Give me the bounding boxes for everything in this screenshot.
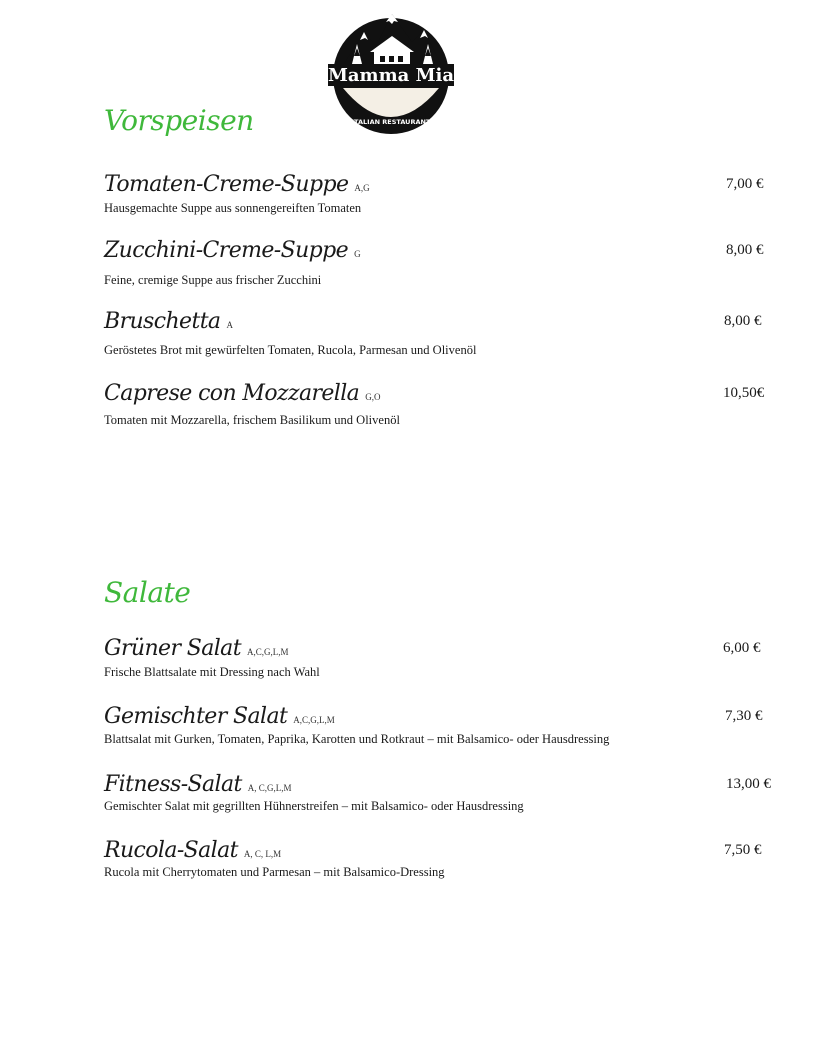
menu-item xyxy=(104,772,794,822)
item-allergens: G xyxy=(354,249,361,259)
menu-item xyxy=(104,172,794,222)
item-name: Tomaten-Creme-Suppe xyxy=(104,172,349,197)
item-price: 7,50 € xyxy=(724,842,762,858)
item-name: Caprese con Mozzarella xyxy=(104,381,360,406)
item-allergens: G,O xyxy=(365,392,381,402)
item-description: Geröstetes Brot mit gewürfelten Tomaten, Rucola, Parmesan und Olivenöl xyxy=(104,343,477,357)
item-price: 7,30 € xyxy=(725,708,763,724)
menu-item xyxy=(104,704,794,754)
menu-item xyxy=(104,238,794,288)
section-title-salate: Salate xyxy=(104,576,191,609)
menu-item xyxy=(104,309,794,359)
item-price: 6,00 € xyxy=(723,640,761,656)
item-description: Feine, cremige Suppe aus frischer Zucchini xyxy=(104,273,322,287)
item-price: 7,00 € xyxy=(726,176,764,192)
item-description: Tomaten mit Mozzarella, frischem Basilikum und Olivenöl xyxy=(104,413,400,427)
item-allergens: A, C, L,M xyxy=(243,849,282,859)
mamma-mia-logo xyxy=(326,8,456,138)
item-description: Gemischter Salat mit gegrillten Hühnerstreifen – mit Balsamico- oder Hausdressing xyxy=(104,799,524,813)
item-price: 13,00 € xyxy=(726,776,771,792)
item-price: 10,50€ xyxy=(723,385,765,401)
item-description: Blattsalat mit Gurken, Tomaten, Paprika, Karotten und Rotkraut – mit Balsamico- oder Hausdressing xyxy=(104,732,610,746)
item-name: Zucchini-Creme-Suppe xyxy=(104,238,349,263)
item-name: Rucola-Salat xyxy=(104,838,238,863)
item-description: Rucola mit Cherrytomaten und Parmesan – mit Balsamico-Dressing xyxy=(104,865,445,879)
item-allergens: A,C,G,L,M xyxy=(246,647,289,657)
item-description: Hausgemachte Suppe aus sonnengereiften Tomaten xyxy=(104,201,362,215)
item-price: 8,00 € xyxy=(726,242,764,258)
menu-item xyxy=(104,838,794,888)
section-title-vorspeisen: Vorspeisen xyxy=(104,104,254,137)
item-allergens: A, C,G,L,M xyxy=(247,783,292,793)
item-name: Bruschetta xyxy=(104,309,221,334)
menu-item xyxy=(104,381,794,431)
item-name: Grüner Salat xyxy=(104,636,241,661)
item-allergens: A,G xyxy=(354,183,370,193)
logo-subtitle: ITALIAN RESTAURANT xyxy=(351,118,431,126)
item-description: Frische Blattsalate mit Dressing nach Wahl xyxy=(104,665,320,679)
logo-name: Mamma Mia xyxy=(327,65,455,86)
item-allergens: A xyxy=(226,320,233,330)
item-price: 8,00 € xyxy=(724,313,762,329)
menu-item xyxy=(104,636,794,686)
item-name: Gemischter Salat xyxy=(104,704,288,729)
item-allergens: A,C,G,L,M xyxy=(293,715,335,725)
item-name: Fitness-Salat xyxy=(104,772,242,797)
